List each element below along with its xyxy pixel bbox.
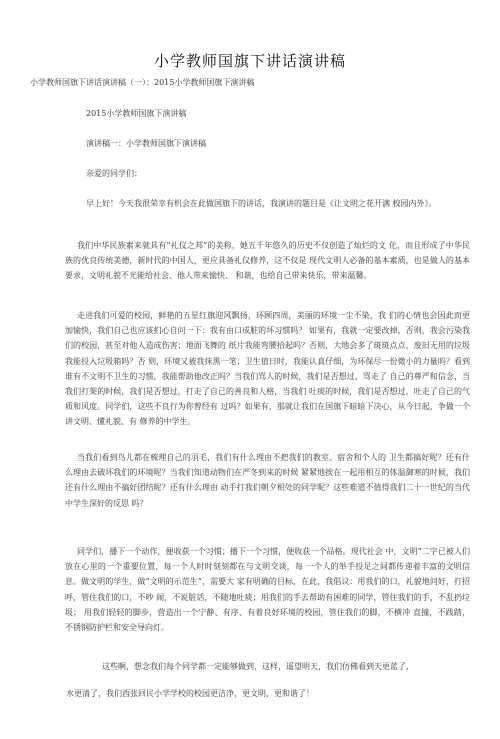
paragraph-etiquette: 我们中华民族素来就具有”礼仪之邦”的美称，她五千年悠久的历史不仅创造了灿烂的文 化，而且形成了中华民族的优良传统美德，新时代的中国人，更应具备礼仪修养，这不仅是 现代文明人必备的基本素质，也是做人的基本要求，文明礼貌不光能给社会、他人带来愉快、 和谐，也给自己带来快乐，带来温馨。 <box>65 241 470 281</box>
paragraph-campus: 走进我们可爱的校园，鲜艳的五星红旗迎风飘扬，环顾四周，美丽的环境一尘不染，我 们的心情也会因此而更加愉快，我们自己也应该扪心自问一下：我有由口成脏的坏习惯吗？ 如果有，我就一定要改掉，否则，我会污染我们的校园，甚至对他人造成伤害；地面飞舞的 纸片我能弯腰拾起吗？否则，大地会多了斑斑点点，废旧无用的垃圾我能投入垃圾箱吗？否 则，环境又被我抹黑一笔；卫生值日时，我能认真仔细，为环保尽一份微小的力量吗？看到 谁有不文明不卫生的习惯，我能帮助他改正吗？当我们骂人的时候，我们是否想过，骂走了 自己的尊严和信念，当我们打架的时候，我们是否想过，打走了自己的善良和人格，当我们 吐痰的时候，我们是否想过，吐走了自己的气质和风度。同学们，这些不良行为你曾经有 过吗？如果有，那就让我们在国旗下暗暗下决心，从今日起，争做一个讲文明、懂礼貌、有 修养的中学生。 <box>65 311 470 427</box>
heading-speech-one: 演讲稿一：小学教师国旗下演讲稿 <box>86 139 206 148</box>
paragraph-closing-2: 水更清了，我们西张回民小学学校的校园更洁净，更文明，更和谐了！ <box>66 689 314 698</box>
greeting: 亲爱的同学们： <box>86 169 142 178</box>
paragraph-habits: 同学们，播下一个动作，便收获一个习惯；播下一个习惯，便收获一个品格。现代社会 中，文明”二字已被人们放在心里的一个重要位置，每一个人时时刻刻都在与文明交谈，每 一个人的举手投足之间都传递着丰富的文明信息。做文明的学生，做”文明的示范生”，需要大 家有明确的目标，在此，我倡议：用我们的口，礼貌地问好，打招呼，管住我们的口，不吵 闹，不说脏话，不随地吐痰；用我们的手去帮助有困难的同学，管住我们的手，不乱扔垃圾； 用我们轻轻的脚步，营造出一个宁静、有序、有着良好环境的校园，管住我们的脚，不横冲 直撞，不践踏，不锈钢防护栏和安全导向灯。 <box>65 547 470 633</box>
page-title: 小学教师国旗下讲话演讲稿 <box>153 52 346 70</box>
paragraph-reflection: 当我们看到鸟儿都在梳理自己的羽毛，我们有什么理由不把我们的教室、宿舍和个人的 卫生都搞好呢？还有什么理由去破坏我们的环境呢？当我们知道动物们在严冬到来的时候 紧紧地挨在一起用相互的体温御寒的时候，我们还有什么理由不搞好团结呢？还有什么理由 动手打我们朝夕相处的同学呢？这些难道不值得我们二十一世纪的当代中学生深好的反思 吗？ <box>65 453 470 508</box>
heading-2015: 2015小学教师国旗下演讲稿 <box>86 109 187 118</box>
paragraph-closing-1: 这些啊，想念我们每个同学都一定能够做到，这样，遥望明天，我们仿佛看到天更蓝了, <box>102 662 409 671</box>
paragraph-opening: 早上好！今天我很荣幸有机会在此做国旗下的讲话，我演讲的题目是《让文明之花开满 校园内外》。 <box>86 199 437 208</box>
document-subtitle: 小学教师国旗下讲话演讲稿（一）：2015小学教师国旗下演讲稿 <box>30 78 255 87</box>
